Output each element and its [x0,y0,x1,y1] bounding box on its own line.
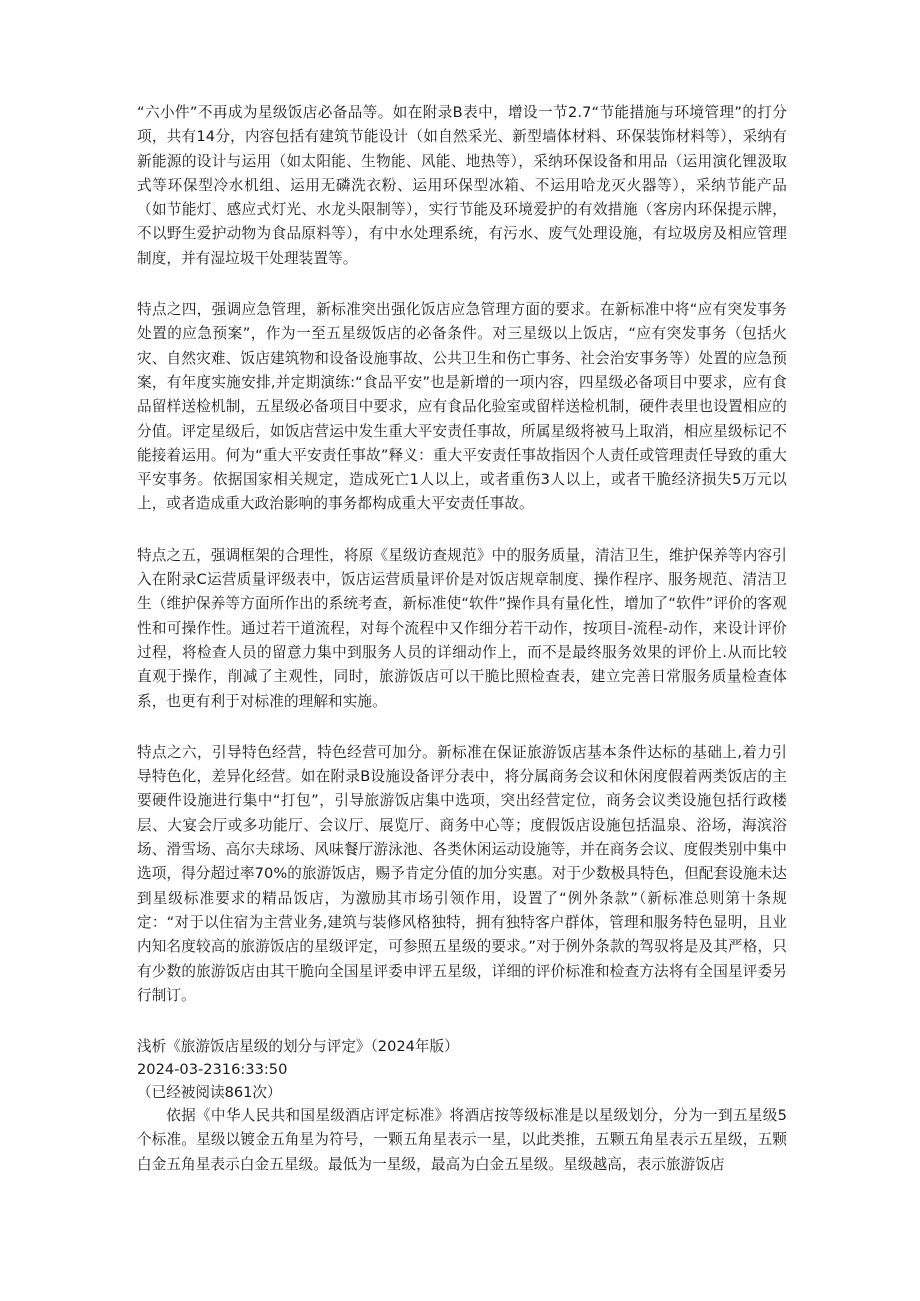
paragraph-spacer [137,1008,787,1035]
article-datetime: 2024-03-2316:33:50 [137,1061,288,1079]
paragraph-spacer [137,271,787,298]
paragraph-spacer [137,517,787,544]
paragraph-feature-four: 特点之四，强调应急管理，新标准突出强化饭店应急管理方面的要求。在新标准中将“应有突发事务处置的应急预案”，作为一至五星级饭店的必备条件。对三星级以上饭店，“应有突发事务（包括火灾、自然灾难、饭店建筑物和设备设施事故、公共卫生和伤亡事务、社会治安事务等）处置的应急预案，有年度实施安排,并定期演练:“食品平安”也是新增的一项内容，四星级必备项目中要求，应有食品留样送检机制，五星级必备项目中要求，应有食品化验室或留样送检机制，硬件表里也设置相应的分值。评定星级后，如饭店营运中发生重大平安责任事故，所属星级将被马上取消，相应星级标记不能接着运用。何为“重大平安责任事故”释义：重大平安责任事故指因个人责任或管理责任导致的重大平安事务。依据国家相关规定，造成死亡1人以上，或者重伤3人以上，或者干脆经济损失5万元以上，或者造成重大政治影响的事务都构成重大平安责任事故。 [137,301,787,513]
article-read-count: （已经被阅读861次） [137,1084,282,1102]
article-body-paragraph: 依据《中华人民共和国星级酒店评定标准》将酒店按等级标准是以星级划分，分为一到五星级5个标准。星级以镀金五角星为符号，一颗五角星表示一星，以此类推，五颗五角星表示五星级，五颗白金五角星表示白金五星级。最低为一星级，最高为白金五星级。星级越高，表示旅游饭店 [137,1107,787,1173]
paragraph-spacer [137,714,787,741]
article-title: 浅析《旅游饭店星级的划分与评定》（2024年版） [137,1038,459,1056]
paragraph-feature-six: 特点之六，引导特色经营，特色经营可加分。新标准在保证旅游饭店基本条件达标的基础上,着力引导特色化，差异化经营。如在附录B设施设备评分表中，将分属商务会议和休闲度假着两类饭店的主要硬件设施进行集中“打包”，引导旅游饭店集中选项，突出经营定位，商务会议类设施包括行政楼层、大宴会厅或多功能厅、会议厅、展览厅、商务中心等；度假饭店设施包括温泉、浴场，海滨浴场、滑雪场、高尔夫球场、风味餐厅游泳池、各类休闲运动设施等，并在商务会议、度假类别中集中选项，得分超过率70%的旅游饭店，赐予肯定分值的加分实惠。对于少数极具特色，但配套设施未达到星级标准要求的精品饭店，为激励其市场引领作用，设置了“例外条款”（新标准总则第十条规定：“对于以住宿为主营业务,建筑与装修风格独特，拥有独特客户群体，管理和服务特色显明，且业内知名度较高的旅游饭店的星级评定，可参照五星级的要求。”对于例外条款的驾驭将是及其严格，只有少数的旅游饭店由其干脆向全国星评委申评五星级，详细的评价标准和检查方法将有全国星评委另行制订。 [137,743,787,1004]
document-body [137,101,787,1177]
paragraph-feature-five: 特点之五，强调框架的合理性，将原《星级访查规范》中的服务质量，清洁卫生，维护保养等内容引入在附录C运营质量评级表中，饭店运营质量评价是对饭店规章制度、操作程序、服务规范、清洁卫生（维护保养等方面所作出的系统考查，新标准使“软件”操作具有量化性，增加了“软件”评价的客观性和可操作性。通过若干道流程，对每个流程中又作细分若干动作，按项目-流程-动作，来设计评价过程，将检查人员的留意力集中到服务人员的详细动作上，而不是最终服务效果的评价上.从而比较直观于操作，削减了主观性，同时，旅游饭店可以干脆比照检查表，建立完善日常服务质量检查体系，也更有利于对标准的理解和实施。 [137,546,787,710]
paragraph-energy-saving: “六小件”不再成为星级饭店必备品等。如在附录B表中，增设一节2.7“节能措施与环境管理”的打分项，共有14分，内容包括有建筑节能设计（如自然采光、新型墙体材料、环保装饰材料等），采纳有新能源的设计与运用（如太阳能、生物能、风能、地热等），采纳环保设备和用品（运用演化锂汲取式等环保型冷水机组、运用无磷洗衣粉、运用环保型冰箱、不运用哈龙灭火器等），采纳节能产品（如节能灯、感应式灯光、水龙头限制等），实行节能及环境爱护的有效措施（客房内环保提示牌，不以野生爱护动物为食品原料等），有中水处理系统，有污水、废气处理设施，有垃圾房及相应管理制度，并有湿垃圾干处理装置等。 [137,104,787,267]
